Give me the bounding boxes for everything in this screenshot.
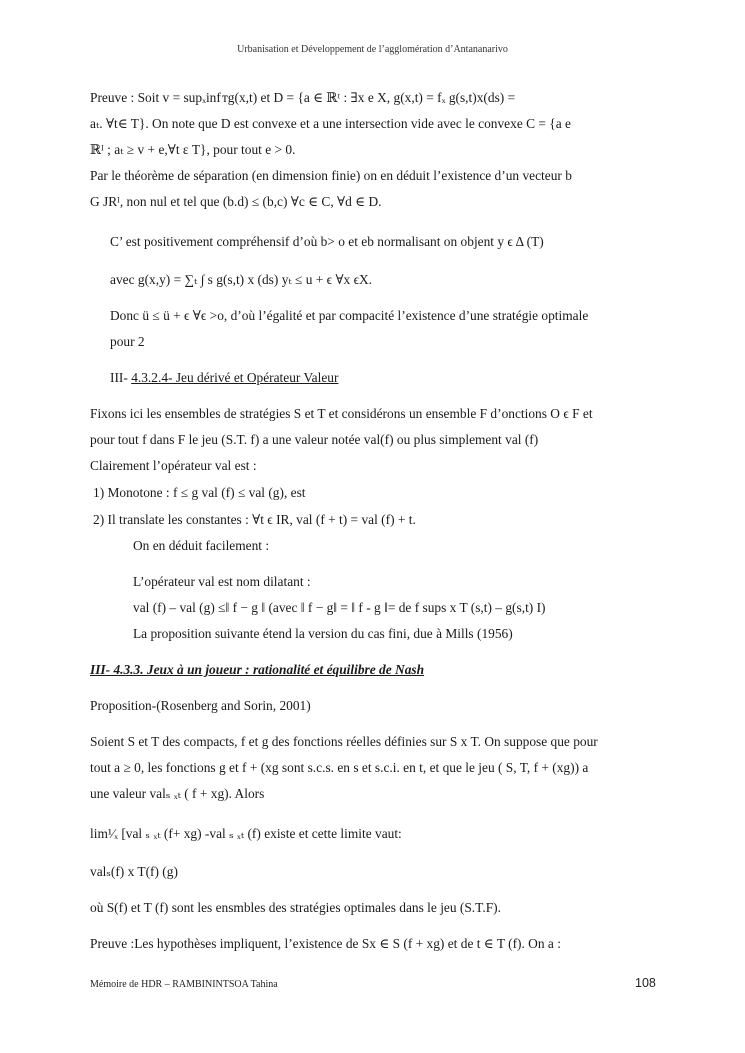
list-item-2: 2) Il translate les constantes : ∀t ϵ IR, val (f + t) = val (f) + t. — [93, 512, 416, 527]
proof-line-3: ℝᴵ ; aₜ ≥ v + e,∀t ε T}, pour tout e > 0. — [90, 142, 296, 157]
section-heading-4-3-3: III- 4.3.3. Jeux à un joueur : rationalité et équilibre de Nash — [90, 662, 425, 677]
paragraph-line-28: Preuve :Les hypothèses impliquent, l’existence de Sx ∈ S (f + xg) et de t ∈ T (f). On a : — [90, 936, 561, 951]
paragraph-line-16: On en déduit facilement : — [133, 538, 270, 553]
paragraph-line-23: tout a ≥ 0, les fonctions g et f + (xg sont s.c.s. en s et s.c.i. en t, et que le jeu ( S, T, f + (xg)) a — [90, 760, 589, 775]
list-item-1: 1) Monotone : f ≤ g val (f) ≤ val (g), est — [93, 485, 306, 500]
limit-formula: lim¹⁄ₓ [val ₛ ₓₜ (f+ xg) -val ₛ ₓₜ (f) existe et cette limite vaut: — [90, 826, 402, 841]
proof-line-5: G JRᴵ, non nul et tel que (b.d) ≤ (b,c) ∀c ∈ C, ∀d ∈ D. — [90, 194, 382, 209]
paragraph-line-9: pour 2 — [110, 334, 145, 349]
paragraph-line-18: val (f) – val (g) ≤‖ f − g ‖ (avec ‖ f − g‖ = ‖ f - g ‖= de f sups x T (s,t) – g(s,t) I) — [133, 600, 546, 615]
running-header: Urbanisation et Développement de l’agglomération d’Antananarivo — [237, 44, 508, 55]
proposition-label: Proposition-(Rosenberg and Sorin, 2001) — [90, 698, 311, 713]
paragraph-line-22: Soient S et T des compacts, f et g des fonctions réelles définies sur S x T. On suppose que pour — [90, 734, 598, 749]
result-formula: valₛ(f) x T(f) (g) — [90, 864, 178, 879]
paragraph-line-13: Clairement l’opérateur val est : — [90, 458, 257, 473]
paragraph-line-6: C’ est positivement compréhensif d’où b> o et eb normalisant on objent y ϵ Δ (T) — [110, 234, 544, 249]
paragraph-line-24: une valeur valₛ ₓₜ ( f + xg). Alors — [90, 786, 265, 801]
paragraph-line-19: La proposition suivante étend la version du cas fini, due à Mills (1956) — [133, 626, 513, 641]
page-number: 108 — [635, 976, 656, 990]
paragraph-line-17: L’opérateur val est nom dilatant : — [133, 574, 311, 589]
section-heading-4-3-2-4 — [110, 370, 338, 386]
footer-author: Mémoire de HDR – RAMBININTSOA Tahina — [90, 979, 278, 990]
paragraph-line-27: où S(f) et T (f) sont les ensmbles des stratégies optimales dans le jeu (S.T.F). — [90, 900, 501, 915]
paragraph-line-7: avec g(x,y) = ∑ₜ ∫ s g(s,t) x (ds) yₜ ≤ u + ϵ ∀x ϵX. — [110, 272, 373, 287]
proof-line-2: aₜ. ∀t∈ T}. On note que D est convexe et a une intersection vide avec le convexe C = {a e — [90, 116, 571, 131]
proof-line-1: Preuve : Soit v = supₓinf ᴛg(x,t) et D = {a ∈ ℝᵗ : ∃x e X, g(x,t) = fₓ g(s,t)x(ds) = — [90, 90, 516, 105]
section-title: 4.3.2.4- Jeu dérivé et Opérateur Valeur — [131, 370, 339, 385]
paragraph-line-8: Donc ü ≤ ü + ϵ ∀ϵ >o, d’où l’égalité et par compacité l’existence d’une stratégie optimale — [110, 308, 589, 323]
paragraph-line-12: pour tout f dans F le jeu (S.T. f) a une valeur notée val(f) ou plus simplement val (f) — [90, 432, 539, 447]
paragraph-line-11: Fixons ici les ensembles de stratégies S et T et considérons un ensemble F d’onctions O ϵ F et — [90, 406, 593, 421]
proof-line-4: Par le théorème de séparation (en dimension finie) on en déduit l’existence d’un vecteur b — [90, 168, 572, 183]
section-prefix: III- — [110, 370, 132, 385]
